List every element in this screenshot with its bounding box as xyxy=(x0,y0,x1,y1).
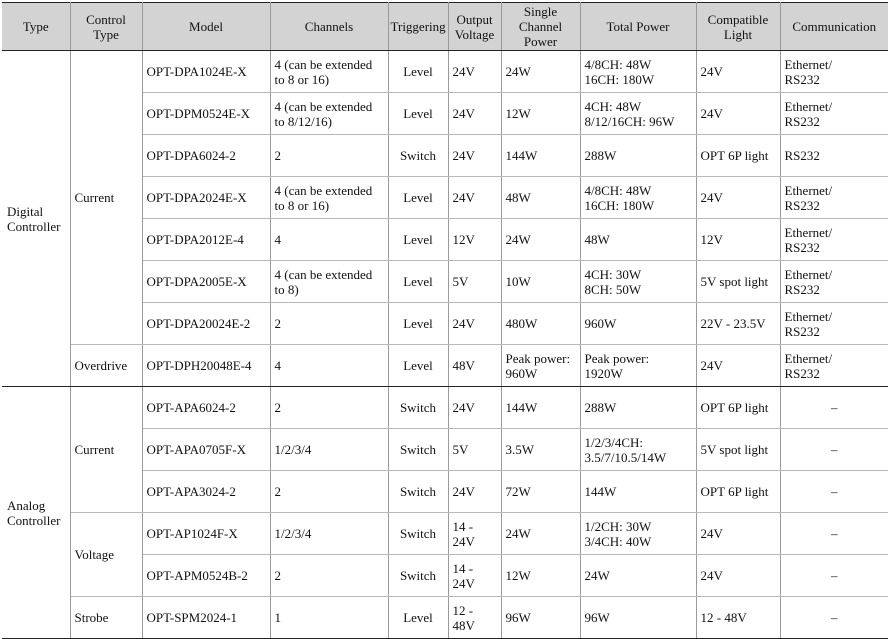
cell-triggering: Level xyxy=(388,303,448,345)
cell-single: 3.5W xyxy=(501,429,580,471)
cell-model: OPT-DPA2024E-X xyxy=(142,177,270,219)
cell-single: 144W xyxy=(501,387,580,429)
cell-channels: 1/2/3/4 xyxy=(270,513,388,555)
cell-channels: 4 xyxy=(270,219,388,261)
type-cell-analog: Analog Controller xyxy=(2,387,70,639)
control-type-current: Current xyxy=(70,387,142,513)
cell-channels: 2 xyxy=(270,135,388,177)
cell-triggering: Level xyxy=(388,51,448,93)
cell-comm: – xyxy=(780,597,888,639)
cell-voltage: 12V xyxy=(448,219,501,261)
cell-triggering: Switch xyxy=(388,513,448,555)
cell-single: 480W xyxy=(501,303,580,345)
cell-single: 24W xyxy=(501,219,580,261)
cell-triggering: Level xyxy=(388,93,448,135)
header-type: Type xyxy=(2,3,70,51)
cell-single: 96W xyxy=(501,597,580,639)
control-type-current: Current xyxy=(70,51,142,345)
cell-light: 5V spot light xyxy=(696,429,780,471)
cell-total: 4/8CH: 48W 16CH: 180W xyxy=(580,51,696,93)
cell-single: 10W xyxy=(501,261,580,303)
cell-total: 1/2/3/4CH: 3.5/7/10.5/14W xyxy=(580,429,696,471)
cell-comm: Ethernet/ RS232 xyxy=(780,177,888,219)
cell-total: 144W xyxy=(580,471,696,513)
cell-single: 48W xyxy=(501,177,580,219)
cell-single: 72W xyxy=(501,471,580,513)
cell-light: OPT 6P light xyxy=(696,471,780,513)
cell-triggering: Level xyxy=(388,597,448,639)
header-compatible-light: Compatible Light xyxy=(696,3,780,51)
cell-light: 24V xyxy=(696,177,780,219)
cell-comm: – xyxy=(780,387,888,429)
cell-model: OPT-AP1024F-X xyxy=(142,513,270,555)
cell-channels: 1/2/3/4 xyxy=(270,429,388,471)
table-row xyxy=(2,345,888,387)
cell-total: 48W xyxy=(580,219,696,261)
cell-total: 96W xyxy=(580,597,696,639)
header-row xyxy=(2,3,888,51)
cell-model: OPT-APM0524B-2 xyxy=(142,555,270,597)
cell-single: Peak power: 960W xyxy=(501,345,580,387)
cell-light: OPT 6P light xyxy=(696,387,780,429)
cell-light: 24V xyxy=(696,51,780,93)
cell-voltage: 24V xyxy=(448,387,501,429)
cell-comm: Ethernet/ RS232 xyxy=(780,303,888,345)
header-triggering: Triggering xyxy=(388,3,448,51)
cell-light: 12 - 48V xyxy=(696,597,780,639)
cell-total: Peak power: 1920W xyxy=(580,345,696,387)
cell-voltage: 24V xyxy=(448,303,501,345)
cell-comm: – xyxy=(780,471,888,513)
cell-triggering: Switch xyxy=(388,555,448,597)
controller-spec-table xyxy=(2,2,888,639)
cell-model: OPT-DPM0524E-X xyxy=(142,93,270,135)
cell-single: 12W xyxy=(501,555,580,597)
cell-total: 4CH: 48W 8/12/16CH: 96W xyxy=(580,93,696,135)
cell-channels: 4 (can be extended to 8 or 16) xyxy=(270,51,388,93)
cell-light: 12V xyxy=(696,219,780,261)
cell-voltage: 24V xyxy=(448,177,501,219)
cell-light: 24V xyxy=(696,93,780,135)
cell-model: OPT-APA6024-2 xyxy=(142,387,270,429)
cell-comm: Ethernet/ RS232 xyxy=(780,93,888,135)
cell-light: OPT 6P light xyxy=(696,135,780,177)
cell-light: 22V - 23.5V xyxy=(696,303,780,345)
cell-single: 24W xyxy=(501,51,580,93)
cell-model: OPT-DPA2012E-4 xyxy=(142,219,270,261)
cell-total: 24W xyxy=(580,555,696,597)
table-row xyxy=(2,387,888,429)
cell-channels: 4 (can be extended to 8 or 16) xyxy=(270,177,388,219)
cell-light: 24V xyxy=(696,513,780,555)
cell-channels: 2 xyxy=(270,303,388,345)
header-total-power: Total Power xyxy=(580,3,696,51)
control-type-strobe: Strobe xyxy=(70,597,142,639)
cell-channels: 4 xyxy=(270,345,388,387)
cell-voltage: 24V xyxy=(448,471,501,513)
cell-channels: 2 xyxy=(270,471,388,513)
cell-light: 24V xyxy=(696,345,780,387)
cell-channels: 1 xyxy=(270,597,388,639)
cell-triggering: Level xyxy=(388,219,448,261)
cell-total: 4/8CH: 48W 16CH: 180W xyxy=(580,177,696,219)
cell-total: 288W xyxy=(580,387,696,429)
cell-model: OPT-DPA6024-2 xyxy=(142,135,270,177)
header-output-voltage: Output Voltage xyxy=(448,3,501,51)
cell-model: OPT-SPM2024-1 xyxy=(142,597,270,639)
cell-total: 288W xyxy=(580,135,696,177)
cell-comm: – xyxy=(780,513,888,555)
cell-total: 960W xyxy=(580,303,696,345)
cell-single: 12W xyxy=(501,93,580,135)
cell-comm: – xyxy=(780,555,888,597)
cell-single: 24W xyxy=(501,513,580,555)
cell-voltage: 24V xyxy=(448,51,501,93)
cell-light: 24V xyxy=(696,555,780,597)
header-channels: Channels xyxy=(270,3,388,51)
cell-channels: 2 xyxy=(270,555,388,597)
cell-triggering: Switch xyxy=(388,135,448,177)
header-single-channel-power: Single Channel Power xyxy=(501,3,580,51)
cell-voltage: 48V xyxy=(448,345,501,387)
cell-comm: – xyxy=(780,429,888,471)
control-type-voltage: Voltage xyxy=(70,513,142,597)
cell-triggering: Switch xyxy=(388,471,448,513)
cell-model: OPT-DPA1024E-X xyxy=(142,51,270,93)
cell-model: OPT-DPA20024E-2 xyxy=(142,303,270,345)
cell-triggering: Level xyxy=(388,177,448,219)
cell-voltage: 5V xyxy=(448,261,501,303)
cell-voltage: 12 - 48V xyxy=(448,597,501,639)
cell-model: OPT-APA3024-2 xyxy=(142,471,270,513)
control-type-overdrive: Overdrive xyxy=(70,345,142,387)
cell-voltage: 5V xyxy=(448,429,501,471)
header-communication: Communication xyxy=(780,3,888,51)
table-row xyxy=(2,597,888,639)
cell-light: 5V spot light xyxy=(696,261,780,303)
cell-triggering: Level xyxy=(388,261,448,303)
cell-comm: RS232 xyxy=(780,135,888,177)
cell-comm: Ethernet/ RS232 xyxy=(780,345,888,387)
cell-total: 4CH: 30W 8CH: 50W xyxy=(580,261,696,303)
cell-model: OPT-APA0705F-X xyxy=(142,429,270,471)
cell-voltage: 14 - 24V xyxy=(448,513,501,555)
cell-voltage: 14 - 24V xyxy=(448,555,501,597)
cell-voltage: 24V xyxy=(448,93,501,135)
cell-voltage: 24V xyxy=(448,135,501,177)
cell-comm: Ethernet/ RS232 xyxy=(780,261,888,303)
cell-model: OPT-DPH20048E-4 xyxy=(142,345,270,387)
cell-triggering: Switch xyxy=(388,387,448,429)
cell-channels: 4 (can be extended to 8/12/16) xyxy=(270,93,388,135)
header-model: Model xyxy=(142,3,270,51)
table-row xyxy=(2,51,888,93)
cell-triggering: Level xyxy=(388,345,448,387)
cell-comm: Ethernet/ RS232 xyxy=(780,219,888,261)
table-row xyxy=(2,513,888,555)
cell-model: OPT-DPA2005E-X xyxy=(142,261,270,303)
type-cell-digital: Digital Controller xyxy=(2,51,70,387)
cell-single: 144W xyxy=(501,135,580,177)
cell-channels: 2 xyxy=(270,387,388,429)
cell-channels: 4 (can be extended to 8) xyxy=(270,261,388,303)
cell-total: 1/2CH: 30W 3/4CH: 40W xyxy=(580,513,696,555)
header-control-type: Control Type xyxy=(70,3,142,51)
cell-comm: Ethernet/ RS232 xyxy=(780,51,888,93)
cell-triggering: Switch xyxy=(388,429,448,471)
